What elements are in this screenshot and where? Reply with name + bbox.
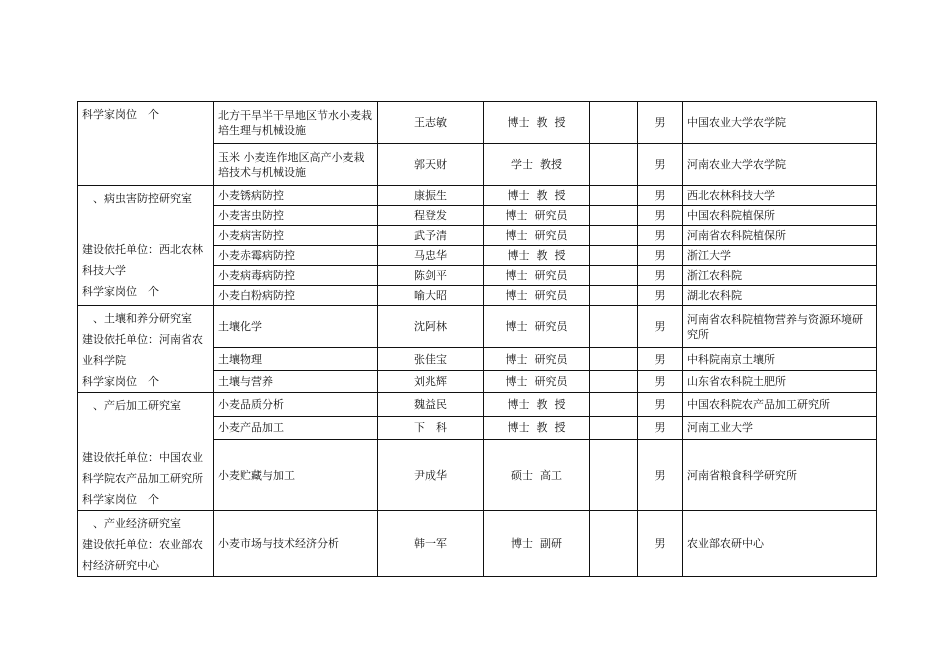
research-topic-cell: 小麦品质分析 [214, 393, 378, 417]
expert-name-cell: 程登发 [378, 206, 484, 226]
section-subtitle: 建设依托单位：农业部农村经济研究中心 [82, 538, 203, 572]
gender-cell: 男 [638, 370, 683, 392]
section-title: 、产业经济研究室 [82, 517, 181, 530]
degree-title-cell: 博士 教 授 [484, 102, 590, 144]
research-topic-cell: 小麦赤霉病防控 [214, 246, 378, 266]
blank-cell [590, 246, 638, 266]
section-subtitle: 科学家岗位 个 [82, 493, 159, 506]
section-label-cell [78, 102, 214, 186]
degree-title-cell: 学士 教授 [484, 144, 590, 186]
expert-name-cell: 武予清 [378, 226, 484, 246]
blank-cell [590, 370, 638, 392]
gender-cell: 男 [638, 246, 683, 266]
research-topic-cell: 土壤化学 [214, 306, 378, 348]
organization-cell: 河南农业大学农学院 [683, 144, 877, 186]
degree-title-cell: 博士 副研 [484, 511, 590, 577]
expert-name-cell: 魏益民 [378, 393, 484, 417]
degree-title-cell: 博士 研究员 [484, 286, 590, 306]
expert-name-cell: 下 科 [378, 416, 484, 440]
section-title: 、土壤和养分研究室 [82, 312, 192, 325]
organization-cell: 中科院南京土壤所 [683, 348, 877, 370]
section-title: 、产后加工研究室 [82, 399, 181, 412]
blank-cell [590, 226, 638, 246]
expert-name-cell: 喻大昭 [378, 286, 484, 306]
degree-title-cell: 博士 教 授 [484, 416, 590, 440]
expert-name-cell: 马忠华 [378, 246, 484, 266]
blank-cell [590, 440, 638, 511]
research-topic-cell: 小麦白粉病防控 [214, 286, 378, 306]
gender-cell: 男 [638, 416, 683, 440]
gender-cell: 男 [638, 440, 683, 511]
section-label-cell [78, 511, 214, 577]
degree-title-cell: 博士 研究员 [484, 370, 590, 392]
gender-cell: 男 [638, 266, 683, 286]
organization-cell: 浙江大学 [683, 246, 877, 266]
section-subtitle: 建设依托单位：中国农业科学院农产品加工研究所 [82, 451, 203, 485]
degree-title-cell: 博士 研究员 [484, 306, 590, 348]
degree-title-cell: 硕士 高工 [484, 440, 590, 511]
table-row [78, 306, 877, 348]
table-row [78, 393, 877, 417]
organization-cell: 西北农林科技大学 [683, 186, 877, 206]
blank-cell [590, 144, 638, 186]
degree-title-cell: 博士 教 授 [484, 186, 590, 206]
organization-cell: 中国农科院植保所 [683, 206, 877, 226]
degree-title-cell: 博士 研究员 [484, 206, 590, 226]
expert-name-cell: 韩一军 [378, 511, 484, 577]
gender-cell: 男 [638, 393, 683, 417]
degree-title-cell: 博士 教 授 [484, 393, 590, 417]
gender-cell: 男 [638, 144, 683, 186]
section-title: 科学家岗位 个 [82, 108, 159, 121]
section-subtitle: 科学家岗位 个 [82, 375, 159, 388]
organization-cell: 农业部农研中心 [683, 511, 877, 577]
gender-cell: 男 [638, 286, 683, 306]
section-label-cell [78, 186, 214, 306]
degree-title-cell: 博士 研究员 [484, 348, 590, 370]
table-body [78, 102, 877, 577]
blank-cell [590, 102, 638, 144]
gender-cell: 男 [638, 511, 683, 577]
table-row [78, 186, 877, 206]
expert-roster-table [77, 101, 877, 577]
organization-cell: 河南省农科院植保所 [683, 226, 877, 246]
organization-cell: 山东省农科院土肥所 [683, 370, 877, 392]
blank-cell [590, 206, 638, 226]
table-row [78, 102, 877, 144]
organization-cell: 河南省农科院植物营养与资源环境研究所 [683, 306, 877, 348]
research-topic-cell: 玉米 小麦连作地区高产小麦栽培技术与机械设施 [214, 144, 378, 186]
gender-cell: 男 [638, 348, 683, 370]
research-topic-cell: 小麦市场与技术经济分析 [214, 511, 378, 577]
research-topic-cell: 小麦害虫防控 [214, 206, 378, 226]
research-topic-cell: 小麦产品加工 [214, 416, 378, 440]
research-topic-cell: 北方干旱半干旱地区节水小麦栽培生理与机械设施 [214, 102, 378, 144]
expert-name-cell: 尹成华 [378, 440, 484, 511]
gender-cell: 男 [638, 226, 683, 246]
research-topic-cell: 土壤与营养 [214, 370, 378, 392]
organization-cell: 湖北农科院 [683, 286, 877, 306]
section-subtitle: 建设依托单位：河南省农业科学院 [82, 333, 203, 367]
organization-cell: 河南工业大学 [683, 416, 877, 440]
gender-cell: 男 [638, 102, 683, 144]
table-row [78, 511, 877, 577]
expert-name-cell: 郭天财 [378, 144, 484, 186]
organization-cell: 河南省粮食科学研究所 [683, 440, 877, 511]
expert-name-cell: 张佳宝 [378, 348, 484, 370]
expert-name-cell: 刘兆辉 [378, 370, 484, 392]
blank-cell [590, 416, 638, 440]
research-topic-cell: 小麦病害防控 [214, 226, 378, 246]
blank-cell [590, 306, 638, 348]
spacer [82, 416, 209, 447]
research-topic-cell: 土壤物理 [214, 348, 378, 370]
organization-cell: 中国农业大学农学院 [683, 102, 877, 144]
organization-cell: 中国农科院农产品加工研究所 [683, 393, 877, 417]
section-label-cell [78, 393, 214, 511]
expert-name-cell: 沈阿林 [378, 306, 484, 348]
expert-name-cell: 王志敏 [378, 102, 484, 144]
organization-cell: 浙江农科院 [683, 266, 877, 286]
expert-name-cell: 陈剑平 [378, 266, 484, 286]
gender-cell: 男 [638, 206, 683, 226]
gender-cell: 男 [638, 306, 683, 348]
blank-cell [590, 511, 638, 577]
blank-cell [590, 348, 638, 370]
blank-cell [590, 286, 638, 306]
section-label-cell [78, 306, 214, 393]
section-title: 、病虫害防控研究室 [82, 192, 192, 205]
degree-title-cell: 博士 研究员 [484, 226, 590, 246]
blank-cell [590, 393, 638, 417]
section-subtitle: 建设依托单位：西北农林科技大学 [82, 243, 203, 277]
research-topic-cell: 小麦贮藏与加工 [214, 440, 378, 511]
section-subtitle: 科学家岗位 个 [82, 285, 159, 298]
research-topic-cell: 小麦锈病防控 [214, 186, 378, 206]
research-topic-cell: 小麦病毒病防控 [214, 266, 378, 286]
blank-cell [590, 266, 638, 286]
gender-cell: 男 [638, 186, 683, 206]
degree-title-cell: 博士 教 授 [484, 246, 590, 266]
spacer [82, 209, 209, 239]
degree-title-cell: 博士 研究员 [484, 266, 590, 286]
expert-name-cell: 康振生 [378, 186, 484, 206]
blank-cell [590, 186, 638, 206]
